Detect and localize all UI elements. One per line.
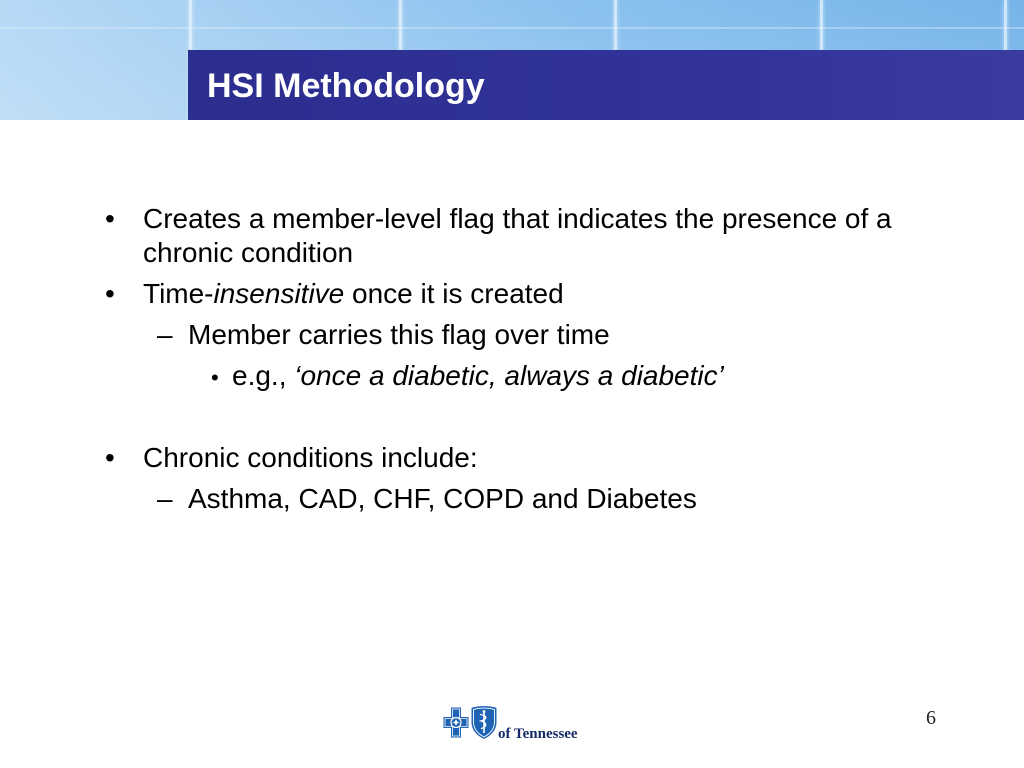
sub-sub-bullet-text: e.g.,	[232, 360, 295, 391]
sub-bullet-item	[0, 482, 943, 516]
blueshield-icon	[470, 705, 498, 740]
slide-title: HSI Methodology	[207, 67, 485, 105]
bullet-item	[0, 441, 943, 475]
sub-sub-bullet-marker: •	[211, 365, 219, 390]
bullet-item	[0, 202, 943, 270]
bcbs-tennessee-logo	[443, 704, 583, 744]
bullet-marker: •	[105, 203, 115, 234]
bullet-marker: •	[105, 442, 115, 473]
title-bar	[188, 50, 1024, 120]
page-number: 6	[926, 707, 936, 729]
bullet-text: Chronic conditions include:	[143, 442, 478, 473]
slide-body	[0, 202, 1024, 516]
bullet-marker: •	[105, 278, 115, 309]
sub-sub-bullet-item	[0, 359, 943, 393]
sub-bullet-marker: –	[157, 483, 173, 514]
sub-bullet-text: Member carries this flag over time	[188, 319, 610, 350]
sub-sub-bullet-text-italic: ‘once a diabetic, always a diabetic’	[294, 360, 724, 391]
logo-text: of Tennessee	[498, 726, 578, 742]
bullet-item	[0, 277, 943, 311]
sub-bullet-item	[0, 318, 943, 352]
bullet-text: once it is created	[344, 278, 564, 309]
bluecross-icon	[443, 707, 469, 738]
bullet-text: Time-	[143, 278, 214, 309]
bullet-text: Creates a member-level flag that indicates the presence of a chronic condition	[143, 203, 892, 268]
sub-bullet-marker: –	[157, 319, 173, 350]
bullet-text-italic: insensitive	[213, 278, 345, 309]
slide-header	[0, 0, 1024, 120]
header-stripe	[0, 27, 1024, 29]
sub-bullet-text: Asthma, CAD, CHF, COPD and Diabetes	[188, 483, 697, 514]
